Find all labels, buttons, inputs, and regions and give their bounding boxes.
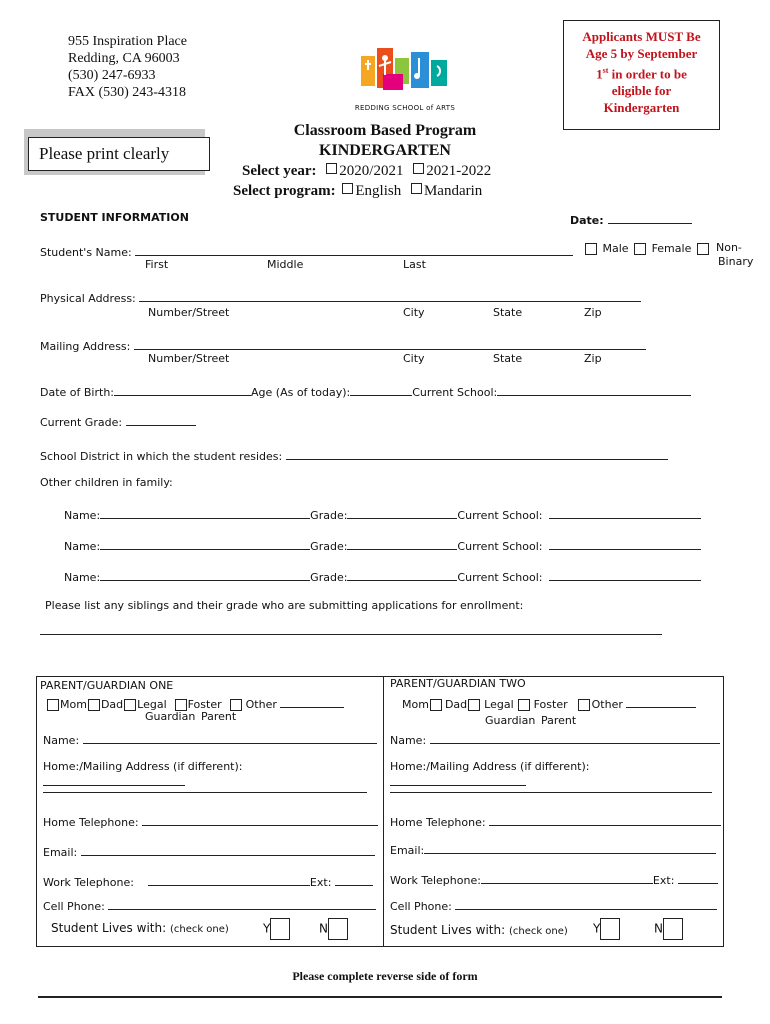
physical-zip-caption: Zip xyxy=(584,306,602,319)
program-title-line-1: Classroom Based Program xyxy=(293,122,477,139)
parent-two-name-row xyxy=(390,731,720,747)
parent-one-cell-row xyxy=(43,897,376,913)
sibling-grade-field[interactable] xyxy=(347,537,457,550)
sibling-row xyxy=(64,537,701,553)
physical-street-caption: Number/Street xyxy=(148,306,230,319)
notice-line-5: Kindergarten xyxy=(603,100,680,116)
parent-two-address-field[interactable] xyxy=(390,773,526,786)
sibling-school-label: Current School: xyxy=(457,540,543,553)
parent-one-guardian-caption: Guardian xyxy=(145,710,196,723)
dob-label: Date of Birth: xyxy=(40,386,115,399)
female-label: Female xyxy=(651,242,692,255)
mailing-city-caption: City xyxy=(403,352,425,365)
parent-one-title: PARENT/GUARDIAN ONE xyxy=(40,679,174,692)
sibling-school-label: Current School: xyxy=(457,509,543,522)
parent-one-dad-label: Dad xyxy=(100,698,124,711)
parent-two-parent-caption: Parent xyxy=(541,714,577,727)
parent-two-other-label: Other xyxy=(591,698,623,711)
parent-two-yes-box[interactable] xyxy=(600,918,620,940)
parent-two-dad-checkbox[interactable] xyxy=(468,699,480,711)
student-current-school-label: Current School: xyxy=(412,386,498,399)
parent-one-email-row xyxy=(43,843,375,859)
print-note: Please print clearly xyxy=(28,137,210,171)
physical-city-caption: City xyxy=(403,306,425,319)
parent-two-mom-label: Mom xyxy=(402,698,429,711)
select-year-row xyxy=(242,163,491,180)
parent-two-cell-field[interactable] xyxy=(455,897,717,910)
date-row xyxy=(570,211,692,227)
english-label: English xyxy=(355,183,402,199)
parent-two-address-row xyxy=(390,760,723,789)
parent-one-legal-label: Legal xyxy=(137,698,167,711)
parent-two-email-row xyxy=(390,841,716,857)
age-field[interactable] xyxy=(350,383,412,396)
student-name-row xyxy=(40,243,573,259)
parent-two-cell-row xyxy=(390,897,717,913)
parent-one-name-label: Name: xyxy=(43,734,80,747)
parent-one-check-one: (check one) xyxy=(169,924,229,935)
physical-address-row xyxy=(40,289,641,305)
parent-two-cell-label: Cell Phone: xyxy=(390,900,452,913)
current-grade-label: Current Grade: xyxy=(40,416,123,429)
parent-two-home-tel-field[interactable] xyxy=(489,813,721,826)
parent-one-email-label: Email: xyxy=(43,846,78,859)
parent-two-other-checkbox[interactable] xyxy=(578,699,590,711)
parent-one-parent-caption: Parent xyxy=(201,710,237,723)
parent-two-address-line-2[interactable] xyxy=(390,792,712,793)
logo-text: REDDING SCHOOL of ARTS xyxy=(354,104,456,112)
parent-one-address-row xyxy=(43,760,383,789)
notice-line-4: eligible for xyxy=(611,83,672,99)
parent-one-address-field[interactable] xyxy=(43,773,185,786)
parent-two-work-tel-row xyxy=(390,871,718,887)
sibling-name-field[interactable] xyxy=(100,506,310,519)
parent-one-address-label: Home:/Mailing Address (if different): xyxy=(43,760,243,773)
sibling-name-field[interactable] xyxy=(100,537,310,550)
sibling-school-field[interactable] xyxy=(549,568,701,581)
year-2021-label: 2021-2022 xyxy=(426,163,492,179)
address-city: Redding, CA 96003 xyxy=(68,51,180,66)
parent-two-ext-field[interactable] xyxy=(678,871,718,884)
parent-one-address-line-2[interactable] xyxy=(43,792,367,793)
mailing-street-caption: Number/Street xyxy=(148,352,230,365)
parent-two-no-option: N xyxy=(654,918,683,940)
parent-one-other-field[interactable] xyxy=(280,695,344,708)
sibling-grade-label: Grade: xyxy=(310,571,348,584)
notice-line-2: Age 5 by September xyxy=(585,46,698,61)
physical-address-label: Physical Address: xyxy=(40,292,136,305)
parent-one-legal-checkbox[interactable] xyxy=(124,699,136,711)
sibling-school-field[interactable] xyxy=(549,537,701,550)
parent-one-foster-label: Foster xyxy=(187,698,222,711)
sibling-grade-label: Grade: xyxy=(310,509,348,522)
parent-two-relation-options xyxy=(402,695,696,711)
parent-one-home-tel-row xyxy=(43,813,378,829)
sibling-grade-field[interactable] xyxy=(347,506,457,519)
parent-two-mom-checkbox[interactable] xyxy=(430,699,442,711)
parent-one-lives-with-label: Student Lives with: xyxy=(51,921,167,935)
parent-one-work-tel-row xyxy=(43,873,373,889)
dob-row xyxy=(40,383,691,399)
parent-two-other-field[interactable] xyxy=(626,695,696,708)
mailing-zip-caption: Zip xyxy=(584,352,602,365)
current-grade-row xyxy=(40,413,196,429)
parent-one-mom-checkbox[interactable] xyxy=(47,699,59,711)
sibling-school-field[interactable] xyxy=(549,506,701,519)
district-field[interactable] xyxy=(286,447,668,460)
sibling-row xyxy=(64,506,701,522)
parent-two-lives-with-label: Student Lives with: xyxy=(390,923,506,937)
gender-options xyxy=(583,242,711,255)
parent-two-lives-with-row xyxy=(390,923,568,937)
parent-two-work-tel-label: Work Telephone: xyxy=(390,874,481,887)
address-phone: (530) 247-6933 xyxy=(68,68,156,83)
parent-two-guardian-caption: Guardian xyxy=(485,714,536,727)
male-checkbox[interactable] xyxy=(585,243,597,255)
parent-two-email-label: Email: xyxy=(390,844,425,857)
parent-guardian-two-section xyxy=(383,676,724,947)
program-title-line-2: KINDERGARTEN xyxy=(319,142,451,159)
parent-one-ext-field[interactable] xyxy=(335,873,373,886)
parent-guardian-one-section xyxy=(36,676,384,947)
mailing-address-row xyxy=(40,337,646,353)
parent-two-ext-label: Ext: xyxy=(652,874,675,887)
parent-one-work-tel-label: Work Telephone: xyxy=(43,876,134,889)
parent-one-relation-options xyxy=(47,695,344,711)
notice-line-1: Applicants MUST Be xyxy=(582,29,701,44)
english-checkbox[interactable] xyxy=(342,183,353,194)
other-children-label: Other children in family: xyxy=(40,476,173,489)
parent-one-cell-field[interactable] xyxy=(108,897,376,910)
sibling-grade-field[interactable] xyxy=(347,568,457,581)
parent-two-name-label: Name: xyxy=(390,734,427,747)
sibling-name-label: Name: xyxy=(64,540,101,553)
parent-one-yes-box[interactable] xyxy=(270,918,290,940)
select-program-label: Select program: xyxy=(233,183,336,199)
physical-state-caption: State xyxy=(493,306,523,319)
siblings-applying-field[interactable] xyxy=(40,634,662,635)
parent-two-address-label: Home:/Mailing Address (if different): xyxy=(390,760,590,773)
first-name-caption: First xyxy=(145,258,169,271)
sibling-name-label: Name: xyxy=(64,571,101,584)
mailing-address-label: Mailing Address: xyxy=(40,340,131,353)
parent-two-work-tel-field[interactable] xyxy=(481,871,653,884)
mandarin-checkbox[interactable] xyxy=(411,183,422,194)
parent-two-foster-label: Foster xyxy=(533,698,568,711)
parent-one-name-row xyxy=(43,731,377,747)
date-label: Date: xyxy=(570,214,604,227)
parent-one-cell-label: Cell Phone: xyxy=(43,900,105,913)
select-year-label: Select year: xyxy=(242,163,317,179)
nonbinary-checkbox[interactable] xyxy=(697,243,709,255)
year-2020-checkbox[interactable] xyxy=(326,163,337,174)
year-2020-label: 2020/2021 xyxy=(339,163,404,179)
parent-one-work-tel-field[interactable] xyxy=(148,873,310,886)
parent-one-no-option: N xyxy=(319,918,348,940)
parent-one-dad-checkbox[interactable] xyxy=(88,699,100,711)
address-fax: FAX (530) 243-4318 xyxy=(68,85,186,100)
mandarin-label: Mandarin xyxy=(423,183,483,199)
year-2021-checkbox[interactable] xyxy=(413,163,424,174)
sibling-name-field[interactable] xyxy=(100,568,310,581)
physical-address-field[interactable] xyxy=(139,289,641,302)
select-program-row xyxy=(233,183,482,200)
siblings-applying-label: Please list any siblings and their grade who are submitting applications for enrollment: xyxy=(45,599,524,612)
parent-two-legal-checkbox[interactable] xyxy=(518,699,530,711)
district-row xyxy=(40,447,668,463)
student-current-school-field[interactable] xyxy=(497,383,691,396)
age-requirement-notice xyxy=(563,20,720,130)
male-label: Male xyxy=(602,242,629,255)
parent-one-lives-with-row xyxy=(51,921,229,935)
student-name-field[interactable] xyxy=(135,243,573,256)
student-info-heading: STUDENT INFORMATION xyxy=(40,211,189,224)
student-name-label: Student's Name: xyxy=(40,246,132,259)
parent-one-mom-label: Mom xyxy=(60,698,87,711)
program-title xyxy=(230,121,540,161)
sibling-name-label: Name: xyxy=(64,509,101,522)
current-grade-field[interactable] xyxy=(126,413,196,426)
mailing-address-field[interactable] xyxy=(134,337,646,350)
parent-two-no-box[interactable] xyxy=(663,918,683,940)
parent-two-email-field[interactable] xyxy=(424,841,716,854)
parent-one-home-tel-field[interactable] xyxy=(142,813,378,826)
sibling-grade-label: Grade: xyxy=(310,540,348,553)
sibling-school-label: Current School: xyxy=(457,571,543,584)
parent-one-name-field[interactable] xyxy=(83,731,377,744)
nonbinary-label: Non- Binary xyxy=(716,241,754,268)
date-field[interactable] xyxy=(608,211,692,224)
parent-two-home-tel-row xyxy=(390,813,721,829)
parent-one-email-field[interactable] xyxy=(81,843,375,856)
parent-two-yes-option: Y xyxy=(593,918,620,940)
sibling-row xyxy=(64,568,701,584)
district-label: School District in which the student resides: xyxy=(40,450,283,463)
parent-two-dad-label: Dad xyxy=(444,698,468,711)
parent-two-legal-label: Legal xyxy=(484,698,514,711)
last-name-caption: Last xyxy=(403,258,426,271)
parent-two-name-field[interactable] xyxy=(430,731,720,744)
parent-two-title: PARENT/GUARDIAN TWO xyxy=(390,677,526,690)
notice-line-3: 1st in order to be xyxy=(596,66,687,82)
parent-one-home-tel-label: Home Telephone: xyxy=(43,816,139,829)
mailing-state-caption: State xyxy=(493,352,523,365)
female-checkbox[interactable] xyxy=(634,243,646,255)
reverse-side-note: Please complete reverse side of form xyxy=(292,969,478,983)
parent-one-no-box[interactable] xyxy=(328,918,348,940)
footer-divider xyxy=(38,996,722,998)
age-label: Age (As of today): xyxy=(251,386,351,399)
parent-two-home-tel-label: Home Telephone: xyxy=(390,816,486,829)
school-address xyxy=(68,33,187,101)
dob-field[interactable] xyxy=(114,383,251,396)
parent-two-check-one: (check one) xyxy=(508,926,568,937)
parent-one-other-label: Other xyxy=(245,698,277,711)
middle-name-caption: Middle xyxy=(267,258,304,271)
address-street: 955 Inspiration Place xyxy=(68,34,187,49)
parent-one-yes-option: Y xyxy=(263,918,290,940)
parent-one-ext-label: Ext: xyxy=(309,876,332,889)
